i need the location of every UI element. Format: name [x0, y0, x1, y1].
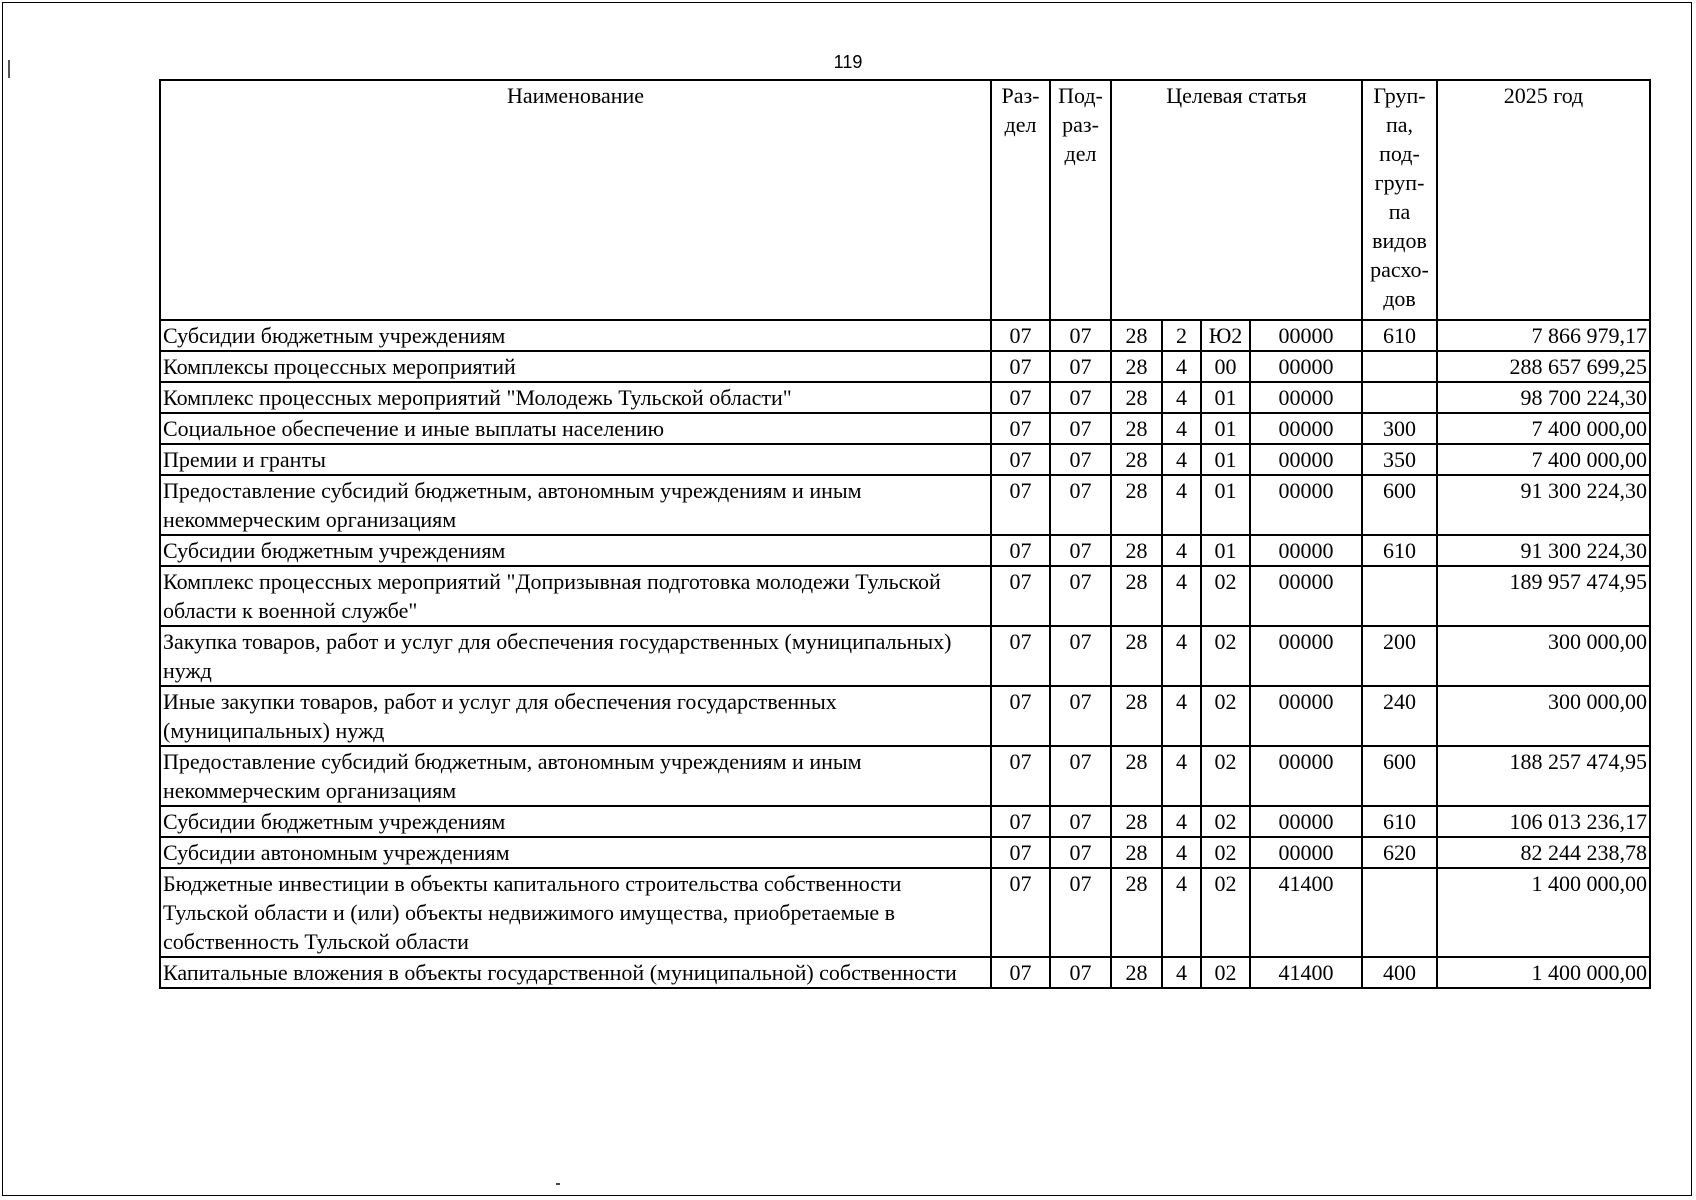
cell-target-structure: 02	[1201, 837, 1250, 868]
page-number: 119	[833, 52, 863, 72]
cell-target-program: 28	[1111, 806, 1162, 837]
cell-target-structure: 00	[1201, 351, 1250, 382]
table-row	[160, 320, 1650, 351]
cell-expense-group: 600	[1362, 746, 1437, 806]
cell-podrazdel: 07	[1050, 806, 1111, 837]
cell-target-type: 4	[1162, 535, 1201, 566]
cell-target-direction: 00000	[1250, 444, 1362, 475]
cell-target-structure: 01	[1201, 535, 1250, 566]
cell-target-program: 28	[1111, 868, 1162, 957]
cell-podrazdel: 07	[1050, 475, 1111, 535]
cell-razdel: 07	[991, 686, 1050, 746]
cell-target-type: 4	[1162, 382, 1201, 413]
cell-target-type: 4	[1162, 868, 1201, 957]
cell-podrazdel: 07	[1050, 351, 1111, 382]
cell-name: Закупка товаров, работ и услуг для обеспечения государственных (муниципальных) нужд	[160, 626, 991, 686]
cell-amount: 300 000,00	[1437, 686, 1650, 746]
cell-razdel: 07	[991, 320, 1050, 351]
cell-amount: 1 400 000,00	[1437, 868, 1650, 957]
cell-razdel: 07	[991, 382, 1050, 413]
cell-target-type: 4	[1162, 413, 1201, 444]
cell-target-structure: 01	[1201, 382, 1250, 413]
table-row	[160, 413, 1650, 444]
cell-podrazdel: 07	[1050, 837, 1111, 868]
cell-amount: 91 300 224,30	[1437, 475, 1650, 535]
cell-target-direction: 41400	[1250, 957, 1362, 988]
table-row	[160, 686, 1650, 746]
cell-target-direction: 00000	[1250, 806, 1362, 837]
cell-expense-group: 200	[1362, 626, 1437, 686]
cell-amount: 82 244 238,78	[1437, 837, 1650, 868]
cell-amount: 91 300 224,30	[1437, 535, 1650, 566]
header-year: 2025 год	[1437, 80, 1650, 320]
cell-target-structure: 01	[1201, 475, 1250, 535]
cell-target-type: 4	[1162, 957, 1201, 988]
cell-target-program: 28	[1111, 320, 1162, 351]
cell-target-program: 28	[1111, 382, 1162, 413]
cell-target-type: 4	[1162, 475, 1201, 535]
cell-target-structure: 02	[1201, 626, 1250, 686]
cell-amount: 300 000,00	[1437, 626, 1650, 686]
cell-razdel: 07	[991, 837, 1050, 868]
cell-amount: 188 257 474,95	[1437, 746, 1650, 806]
table-body	[160, 320, 1650, 988]
cell-name: Субсидии бюджетным учреждениям	[160, 320, 991, 351]
cell-target-program: 28	[1111, 475, 1162, 535]
cell-name: Премии и гранты	[160, 444, 991, 475]
cell-amount: 189 957 474,95	[1437, 566, 1650, 626]
cell-target-type: 4	[1162, 626, 1201, 686]
cell-target-direction: 00000	[1250, 746, 1362, 806]
cell-amount: 7 400 000,00	[1437, 413, 1650, 444]
cell-expense-group: 400	[1362, 957, 1437, 988]
cell-target-structure: 02	[1201, 806, 1250, 837]
cell-podrazdel: 07	[1050, 566, 1111, 626]
cell-target-program: 28	[1111, 444, 1162, 475]
cell-target-direction: 00000	[1250, 837, 1362, 868]
cell-expense-group: 610	[1362, 320, 1437, 351]
cell-expense-group	[1362, 566, 1437, 626]
cell-target-type: 4	[1162, 444, 1201, 475]
cell-target-type: 4	[1162, 806, 1201, 837]
cell-podrazdel: 07	[1050, 444, 1111, 475]
cell-target-program: 28	[1111, 746, 1162, 806]
table-row	[160, 535, 1650, 566]
cell-target-program: 28	[1111, 413, 1162, 444]
header-name: Наименование	[160, 80, 991, 320]
cell-name: Бюджетные инвестиции в объекты капитального строительства собственности Тульской области и (или) объекты недвижимого имущества, приобретаемые в собственность Тульской области	[160, 868, 991, 957]
cell-razdel: 07	[991, 626, 1050, 686]
cell-target-direction: 00000	[1250, 413, 1362, 444]
header-group: Груп- па, под- груп- па видов расхо- дов	[1362, 80, 1437, 320]
cell-expense-group: 240	[1362, 686, 1437, 746]
table-row	[160, 868, 1650, 957]
cell-name: Предоставление субсидий бюджетным, автономным учреждениям и иным некоммерческим организациям	[160, 475, 991, 535]
cell-name: Комплексы процессных мероприятий	[160, 351, 991, 382]
cell-name: Социальное обеспечение и иные выплаты населению	[160, 413, 991, 444]
cell-target-type: 4	[1162, 746, 1201, 806]
cell-name: Субсидии бюджетным учреждениям	[160, 806, 991, 837]
cell-name: Субсидии автономным учреждениям	[160, 837, 991, 868]
cell-podrazdel: 07	[1050, 382, 1111, 413]
cell-target-structure: 01	[1201, 413, 1250, 444]
cell-amount: 288 657 699,25	[1437, 351, 1650, 382]
table-row	[160, 626, 1650, 686]
cell-target-structure: 02	[1201, 746, 1250, 806]
table-row	[160, 444, 1650, 475]
cell-expense-group	[1362, 868, 1437, 957]
cell-name: Иные закупки товаров, работ и услуг для обеспечения государственных (муниципальных) нужд	[160, 686, 991, 746]
cell-target-structure: 02	[1201, 868, 1250, 957]
cell-razdel: 07	[991, 351, 1050, 382]
cell-podrazdel: 07	[1050, 413, 1111, 444]
cell-expense-group: 300	[1362, 413, 1437, 444]
cell-name: Капитальные вложения в объекты государственной (муниципальной) собственности	[160, 957, 991, 988]
table-row	[160, 566, 1650, 626]
cell-podrazdel: 07	[1050, 868, 1111, 957]
cell-target-program: 28	[1111, 686, 1162, 746]
cell-target-direction: 00000	[1250, 535, 1362, 566]
cell-expense-group: 620	[1362, 837, 1437, 868]
cell-podrazdel: 07	[1050, 535, 1111, 566]
cell-target-type: 4	[1162, 837, 1201, 868]
cell-target-direction: 00000	[1250, 320, 1362, 351]
table-row	[160, 806, 1650, 837]
cell-name: Предоставление субсидий бюджетным, автономным учреждениям и иным некоммерческим организациям	[160, 746, 991, 806]
cell-target-program: 28	[1111, 837, 1162, 868]
cell-target-type: 4	[1162, 566, 1201, 626]
cell-amount: 98 700 224,30	[1437, 382, 1650, 413]
cell-target-direction: 00000	[1250, 686, 1362, 746]
cell-podrazdel: 07	[1050, 320, 1111, 351]
cell-expense-group: 350	[1362, 444, 1437, 475]
table-row	[160, 837, 1650, 868]
cell-target-structure: 02	[1201, 957, 1250, 988]
cell-amount: 1 400 000,00	[1437, 957, 1650, 988]
header-razdel: Раз- дел	[991, 80, 1050, 320]
cell-expense-group	[1362, 351, 1437, 382]
cell-podrazdel: 07	[1050, 686, 1111, 746]
header-podrazdel: Под- раз- дел	[1050, 80, 1111, 320]
cell-razdel: 07	[991, 868, 1050, 957]
cell-name: Субсидии бюджетным учреждениям	[160, 535, 991, 566]
cell-name: Комплекс процессных мероприятий "Допризывная подготовка молодежи Тульской области к военной службе"	[160, 566, 991, 626]
cell-razdel: 07	[991, 746, 1050, 806]
cell-razdel: 07	[991, 413, 1050, 444]
header-row	[160, 80, 1650, 320]
cell-podrazdel: 07	[1050, 626, 1111, 686]
cell-target-direction: 00000	[1250, 382, 1362, 413]
cell-target-structure: Ю2	[1201, 320, 1250, 351]
cell-target-program: 28	[1111, 566, 1162, 626]
cell-razdel: 07	[991, 566, 1050, 626]
table-row	[160, 382, 1650, 413]
cell-razdel: 07	[991, 444, 1050, 475]
cell-expense-group	[1362, 382, 1437, 413]
cell-expense-group: 610	[1362, 806, 1437, 837]
cell-target-program: 28	[1111, 351, 1162, 382]
cell-podrazdel: 07	[1050, 746, 1111, 806]
cell-target-structure: 01	[1201, 444, 1250, 475]
scan-dot	[556, 1183, 560, 1185]
cell-target-type: 4	[1162, 351, 1201, 382]
cell-target-direction: 00000	[1250, 351, 1362, 382]
table-row	[160, 957, 1650, 988]
cell-amount: 7 400 000,00	[1437, 444, 1650, 475]
cell-razdel: 07	[991, 475, 1050, 535]
cell-target-structure: 02	[1201, 686, 1250, 746]
cell-target-program: 28	[1111, 535, 1162, 566]
table-row	[160, 351, 1650, 382]
cell-target-direction: 00000	[1250, 626, 1362, 686]
cell-podrazdel: 07	[1050, 957, 1111, 988]
cell-amount: 106 013 236,17	[1437, 806, 1650, 837]
cell-target-direction: 00000	[1250, 566, 1362, 626]
cell-target-program: 28	[1111, 626, 1162, 686]
cell-expense-group: 600	[1362, 475, 1437, 535]
cell-amount: 7 866 979,17	[1437, 320, 1650, 351]
cell-target-type: 2	[1162, 320, 1201, 351]
header-target: Целевая статья	[1111, 80, 1362, 320]
table-row	[160, 746, 1650, 806]
cell-target-direction: 00000	[1250, 475, 1362, 535]
cell-target-program: 28	[1111, 957, 1162, 988]
cell-razdel: 07	[991, 957, 1050, 988]
cell-target-type: 4	[1162, 686, 1201, 746]
cell-razdel: 07	[991, 535, 1050, 566]
cell-expense-group: 610	[1362, 535, 1437, 566]
table-row	[160, 475, 1650, 535]
cell-target-direction: 41400	[1250, 868, 1362, 957]
cell-target-structure: 02	[1201, 566, 1250, 626]
cell-name: Комплекс процессных мероприятий "Молодежь Тульской области"	[160, 382, 991, 413]
budget-table	[159, 79, 1651, 989]
cell-razdel: 07	[991, 806, 1050, 837]
